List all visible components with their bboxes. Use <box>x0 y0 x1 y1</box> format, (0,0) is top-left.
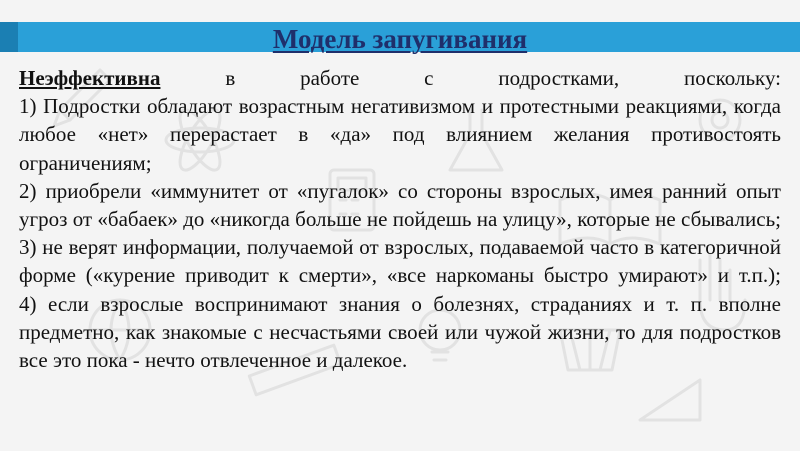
triangle-ruler-doodle-icon <box>640 380 700 420</box>
intro-text: в работе с подростками, поскольку: <box>160 66 781 90</box>
intro-paragraph <box>19 64 781 92</box>
list-item: 2) приобрели «иммунитет от «пугалок» со стороны взрослых, имея ранний опыт угроз от «бабаек» до «никогда больше не пойдешь на улицу», которые не сбывались; <box>19 178 781 232</box>
slide-body <box>19 64 781 374</box>
list-item: 1) Подростки обладают возрастным негативизмом и протестными реакциями, когда любое «нет» перерастает в «да» под влиянием желания противостоять ограничениям; <box>19 94 781 175</box>
list-item: 3) не верят информации, получаемой от взрослых, подаваемой часто в категоричной форме («курение приводит к смерти», «все наркоманы быстро умирают» и т.п.); <box>19 235 781 288</box>
slide-title: Модель запугивания <box>272 24 528 54</box>
list-item: 4) если взрослые воспринимают знания о болезнях, страданиях и т. п. вполне предметно, как знакомые с несчастьями своей или чужой жизни, то для подростков все это пока - нечто отвлеченное и далекое. <box>19 291 781 373</box>
lead-word: Неэффективна <box>19 66 161 90</box>
